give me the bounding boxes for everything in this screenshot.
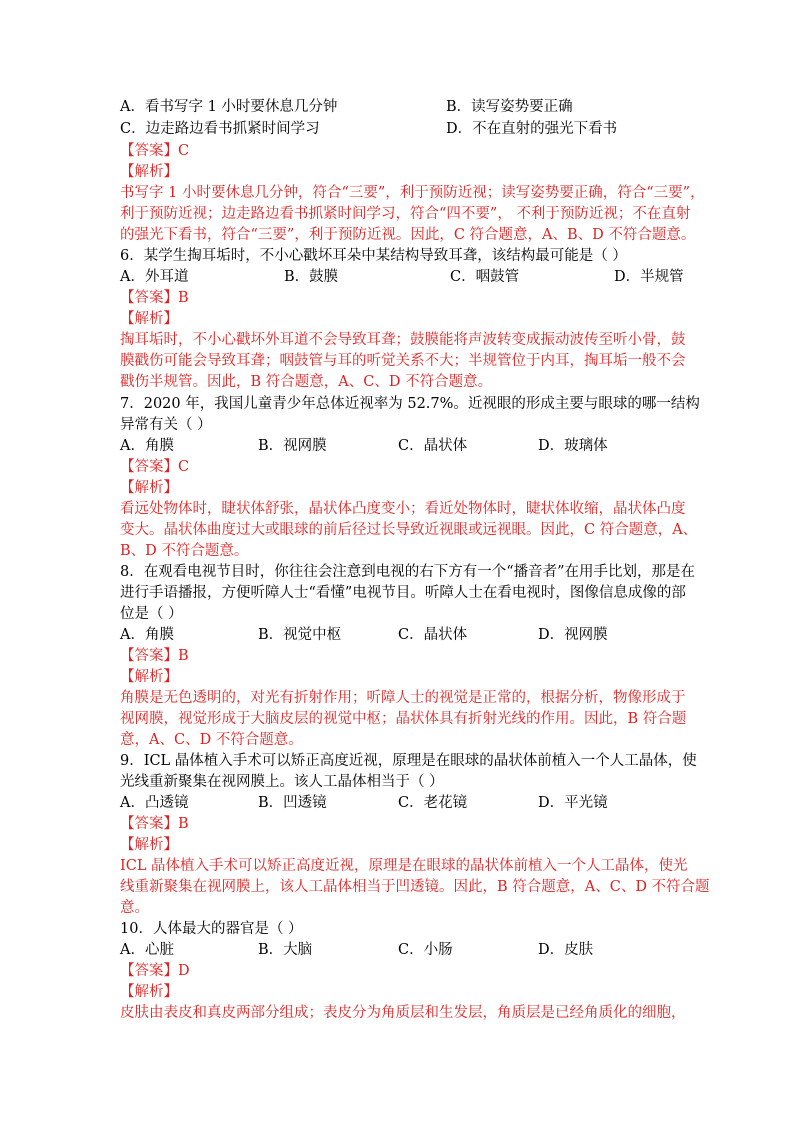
q8-option-d: D．视网膜: [538, 627, 608, 643]
q7-stem: 异常有关（ ）: [120, 417, 212, 433]
q10-option-d: D．皮肤: [538, 942, 594, 958]
q5-analysis-line: 的强光下看书，符合“三要”，利于预防近视。因此，C 符合题意，A、B、D 不符合题意。: [120, 227, 696, 243]
q7-analysis-line: 看远处物体时，睫状体舒张，晶状体凸度变小；看近处物体时，睫状体收缩，晶状体凸度: [120, 501, 686, 517]
q8-answer: 【答案】B: [120, 648, 189, 664]
q6-stem: 6．某学生掏耳垢时，不小心戳坏耳朵中某结构导致耳聋，该结构最可能是（ ）: [120, 248, 627, 264]
q5-option-b: B．读写姿势要正确: [446, 99, 573, 115]
q8-option-a: A．角膜: [120, 627, 174, 643]
q10-option-a: A．心脏: [120, 942, 174, 958]
q10-analysis-line: 皮肤由表皮和真皮两部分组成；表皮分为角质层和生发层，角质层是已经角质化的细胞，: [120, 1005, 686, 1021]
q6-option-c: C．咽鼓管: [450, 269, 520, 285]
q5-analysis-line: 书写字 1 小时要休息几分钟，符合“三要”，利于预防近视；读写姿势要正确，符合“三要”，: [120, 185, 705, 201]
q9-answer: 【答案】B: [120, 816, 189, 832]
q9-analysis-line: 线重新聚集在视网膜上，该人工晶体相当于凹透镜。因此，B 符合题意，A、C、D 不符合题: [120, 879, 710, 895]
q9-stem: 光线重新聚集在视网膜上。该人工晶体相当于（ ）: [120, 774, 444, 790]
q8-stem: 进行手语播报，方便听障人士“看懂”电视节目。听障人士在看电视时，图像信息成像的部: [120, 585, 686, 601]
q8-stem: 位是（ ）: [120, 606, 183, 622]
q8-option-b: B．视觉中枢: [258, 627, 342, 643]
q9-option-b: B．凹透镜: [258, 795, 327, 811]
q8-stem: 8．在观看电视节目时，你往往会注意到电视的右下方有一个“播音者”在用手比划，那是在: [120, 564, 696, 580]
q6-analysis-line: 戳伤半规管。因此，B 符合题意，A、C、D 不符合题意。: [120, 374, 493, 390]
q7-stem: 7．2020 年，我国儿童青少年总体近视率为 52.7%。近视眼的形成主要与眼球的哪一结构: [120, 396, 700, 412]
q7-option-a: A．角膜: [120, 438, 174, 454]
q7-option-b: B．视网膜: [258, 438, 327, 454]
q7-analysis-line: B、D 不符合题意。: [120, 543, 249, 559]
q7-option-c: C．晶状体: [398, 438, 468, 454]
q9-option-c: C．老花镜: [398, 795, 468, 811]
q6-option-b: B．鼓膜: [284, 269, 339, 285]
q7-analysis-line: 变大。晶状体曲度过大或眼球的前后径过长导致近视眼或远视眼。因此，C 符合题意，A、: [120, 522, 698, 538]
q10-analysis-label: 【解析】: [120, 984, 178, 1000]
q6-analysis-line: 掏耳垢时，不小心戳坏外耳道不会导致耳聋；鼓膜能将声波转变成振动波传至听小骨，鼓: [120, 332, 686, 348]
q5-option-c: C．边走路边看书抓紧时间学习: [120, 121, 320, 137]
q9-analysis-label: 【解析】: [120, 837, 178, 853]
q8-analysis-line: 意，A、C、D 不符合题意。: [120, 732, 303, 748]
q5-analysis-label: 【解析】: [120, 164, 178, 180]
q9-analysis-line: ICL 晶体植入手术可以矫正高度近视，原理是在眼球的晶状体前植入一个人工晶体，使光: [120, 858, 688, 874]
q6-answer: 【答案】B: [120, 290, 189, 306]
q7-answer: 【答案】C: [120, 459, 190, 475]
q10-option-c: C．小肠: [398, 942, 453, 958]
q5-option-d: D．不在直射的强光下看书: [446, 121, 618, 137]
q7-analysis-label: 【解析】: [120, 480, 178, 496]
q6-option-d: D．半规管: [614, 269, 684, 285]
q5-option-a: A．看书写字 1 小时要休息几分钟: [120, 99, 338, 115]
q5-answer: 【答案】C: [120, 143, 190, 159]
q6-option-a: A．外耳道: [120, 269, 189, 285]
q9-stem: 9．ICL 晶体植入手术可以矫正高度近视，原理是在眼球的晶状体前植入一个人工晶体，使: [120, 753, 697, 769]
q10-stem: 10．人体最大的器官是（ ）: [120, 921, 303, 937]
q9-option-a: A．凸透镜: [120, 795, 189, 811]
q9-option-d: D．平光镜: [538, 795, 608, 811]
q5-analysis-line: 利于预防近视；边走路边看书抓紧时间学习，符合“四不要”， 不利于预防近视；不在直射: [120, 206, 691, 222]
q10-answer: 【答案】D: [120, 963, 190, 979]
q8-option-c: C．晶状体: [398, 627, 468, 643]
q6-analysis-line: 膜戳伤可能会导致耳聋；咽鼓管与耳的听觉关系不大；半规管位于内耳，掏耳垢一般不会: [120, 353, 686, 369]
q7-option-d: D．玻璃体: [538, 438, 608, 454]
q8-analysis-line: 视网膜，视觉形成于大脑皮层的视觉中枢；晶状体具有折射光线的作用。因此，B 符合题: [120, 711, 687, 727]
q10-option-b: B．大脑: [258, 942, 313, 958]
q9-analysis-line: 意。: [120, 900, 149, 916]
q6-analysis-label: 【解析】: [120, 311, 178, 327]
q8-analysis-label: 【解析】: [120, 669, 178, 685]
q8-analysis-line: 角膜是无色透明的，对光有折射作用；听障人士的视觉是正常的，根据分析，物像形成于: [120, 690, 686, 706]
